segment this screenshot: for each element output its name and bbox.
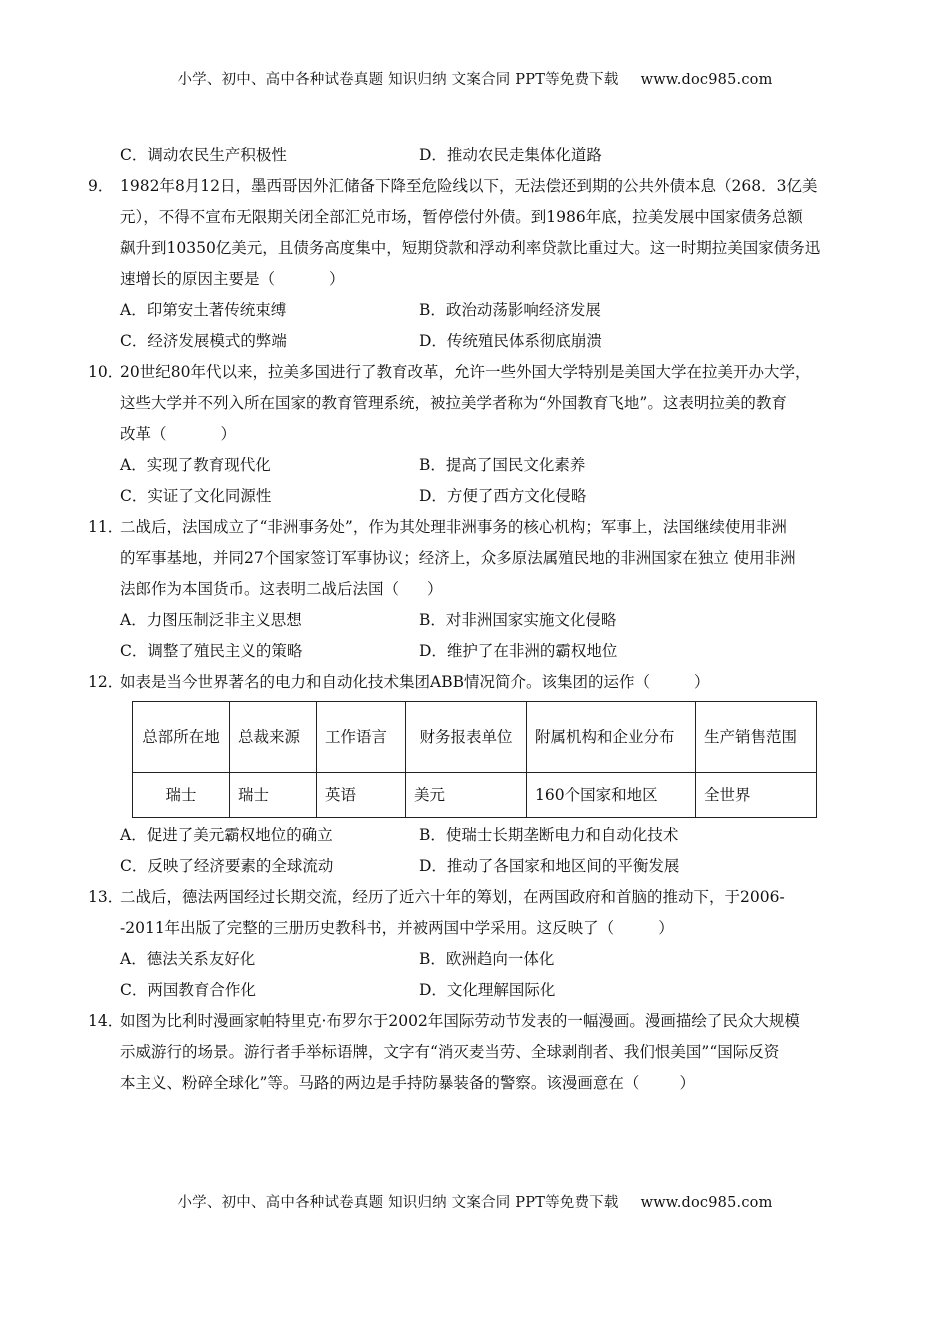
q10-options-cd [88, 481, 868, 512]
header-url: www.doc985.com [640, 72, 773, 88]
q10-number: 10． [88, 363, 124, 381]
q9-line-3: 飙升到10350亿美元，且债务高度集中，短期贷款和浮动利率贷款比重过大。这一时期拉美国家债务迅 [120, 239, 821, 257]
footer-url: www.doc985.com [640, 1195, 773, 1211]
table-header-cell: 总部所在地 [133, 702, 230, 773]
table-row [133, 773, 817, 818]
table-header-row [133, 702, 817, 773]
q11-option-b[interactable]: B．对非洲国家实施文化侵略 [419, 611, 617, 629]
q13-option-b[interactable]: B．欧洲趋向一体化 [419, 950, 555, 968]
table-cell: 160个国家和地区 [527, 773, 696, 818]
q11-line-2: 的军事基地，并同27个国家签订军事协议；经济上，众多原法属殖民地的非洲国家在独立 使用非洲 [120, 549, 796, 567]
q11-options-cd [88, 636, 868, 667]
q9-option-d[interactable]: D．传统殖民体系彻底崩溃 [419, 332, 602, 350]
q10-line-3: 改革（ ） [120, 425, 237, 443]
q14-line-3: 本主义、粉碎全球化”等。马路的两边是手持防暴装备的警察。该漫画意在（ ） [120, 1074, 695, 1092]
table-header-cell: 总裁来源 [230, 702, 317, 773]
table-cell: 瑞士 [230, 773, 317, 818]
page-footer [0, 1191, 950, 1212]
q12-option-c[interactable]: C．反映了经济要素的全球流动 [120, 857, 334, 875]
q9-option-a[interactable]: A．印第安土著传统束缚 [120, 301, 287, 319]
q14-line-1: 如图为比利时漫画家帕特里克·布罗尔于2002年国际劳动节发表的一幅漫画。漫画描绘了民众大规模 [120, 1012, 800, 1030]
q13-option-d[interactable]: D．文化理解国际化 [419, 981, 556, 999]
q9-line-4: 速增长的原因主要是（ ） [120, 270, 345, 288]
q9-options-ab [88, 295, 868, 326]
q13-options-cd [88, 975, 868, 1006]
page-header [0, 68, 950, 89]
q13-options-ab [88, 944, 868, 975]
q12-option-a[interactable]: A．促进了美元霸权地位的确立 [120, 826, 333, 844]
header-text: 小学、初中、高中各种试卷真题 知识归纳 文案合同 PPT等免费下载 [177, 72, 619, 88]
q11-stem [88, 512, 868, 543]
q10-option-a[interactable]: A．实现了教育现代化 [120, 456, 271, 474]
q12-stem: 12． 如表是当今世界著名的电力和自动化技术集团ABB情况简介。该集团的运作（ ） [88, 667, 868, 698]
q9-option-c[interactable]: C．经济发展模式的弊端 [120, 332, 287, 350]
q10-line-2: 这些大学并不列入所在国家的教育管理系统，被拉美学者称为“外国教育飞地”。这表明拉美的教育 [120, 394, 787, 412]
q11-line-3: 法郎作为本国货币。这表明二战后法国（ ） [120, 580, 443, 598]
q10-options-ab [88, 450, 868, 481]
q13-stem [88, 882, 868, 913]
table-header-cell: 工作语言 [317, 702, 406, 773]
q13-line-1: 二战后，德法两国经过长期交流，经历了近六十年的筹划，在两国政府和首脑的推动下，于2006- [120, 888, 785, 906]
q8-option-c[interactable]: C．调动农民生产积极性 [120, 146, 287, 164]
q12-option-d[interactable]: D．推动了各国家和地区间的平衡发展 [419, 857, 680, 875]
q11-line-1: 二战后，法国成立了“非洲事务处”，作为其处理非洲事务的核心机构；军事上，法国继续使用非洲 [120, 518, 787, 536]
q11-options-ab [88, 605, 868, 636]
table-header-cell: 附属机构和企业分布 [527, 702, 696, 773]
q9-option-b[interactable]: B．政治动荡影响经济发展 [419, 301, 601, 319]
q13-line-2: -2011年出版了完整的三册历史教科书，并被两国中学采用。这反映了（ ） [120, 919, 674, 937]
q10-stem [88, 357, 868, 388]
q14-stem [88, 1006, 868, 1037]
q9-line-1: 1982年8月12日，墨西哥因外汇储备下降至危险线以下，无法偿还到期的公共外债本息（268．3亿美 [120, 177, 818, 195]
q12-option-b[interactable]: B．使瑞士长期垄断电力和自动化技术 [419, 826, 679, 844]
q13-option-a[interactable]: A．德法关系友好化 [120, 950, 256, 968]
q12-number: 12． [88, 673, 124, 691]
table-cell: 英语 [317, 773, 406, 818]
q14-number: 14． [88, 1012, 124, 1030]
table-header-cell: 财务报表单位 [406, 702, 527, 773]
q12-options-cd [88, 851, 868, 882]
q9-options-cd [88, 326, 868, 357]
table-cell: 瑞士 [133, 773, 230, 818]
q8-options [88, 140, 868, 171]
table-header-cell: 生产销售范围 [696, 702, 817, 773]
q11-option-a[interactable]: A．力图压制泛非主义思想 [120, 611, 302, 629]
q9-number: 9． [88, 177, 114, 195]
q14-line-2: 示威游行的场景。游行者手举标语牌，文字有“消灭麦当劳、全球剥削者、我们恨美国”“国际反资 [120, 1043, 780, 1061]
q10-option-b[interactable]: B．提高了国民文化素养 [419, 456, 586, 474]
q13-number: 13． [88, 888, 124, 906]
table-cell: 美元 [406, 773, 527, 818]
q13-option-c[interactable]: C．两国教育合作化 [120, 981, 256, 999]
q12-options-ab [88, 820, 868, 851]
q10-option-c[interactable]: C．实证了文化同源性 [120, 487, 272, 505]
q9-stem [88, 171, 868, 202]
q11-option-c[interactable]: C．调整了殖民主义的策略 [120, 642, 303, 660]
exam-content [88, 140, 868, 1099]
q10-option-d[interactable]: D．方便了西方文化侵略 [419, 487, 587, 505]
q11-number: 11． [88, 518, 124, 536]
q8-option-d[interactable]: D．推动农民走集体化道路 [419, 146, 602, 164]
q10-line-1: 20世纪80年代以来，拉美多国进行了教育改革，允许一些外国大学特别是美国大学在拉美开办大学， [120, 363, 811, 381]
abb-info-table [132, 701, 817, 818]
q9-line-2: 元），不得不宣布无限期关闭全部汇兑市场，暂停偿付外债。到1986年底，拉美发展中国家债务总额 [120, 208, 803, 226]
q11-option-d[interactable]: D．维护了在非洲的霸权地位 [419, 642, 618, 660]
footer-text: 小学、初中、高中各种试卷真题 知识归纳 文案合同 PPT等免费下载 [177, 1195, 619, 1211]
table-cell: 全世界 [696, 773, 817, 818]
